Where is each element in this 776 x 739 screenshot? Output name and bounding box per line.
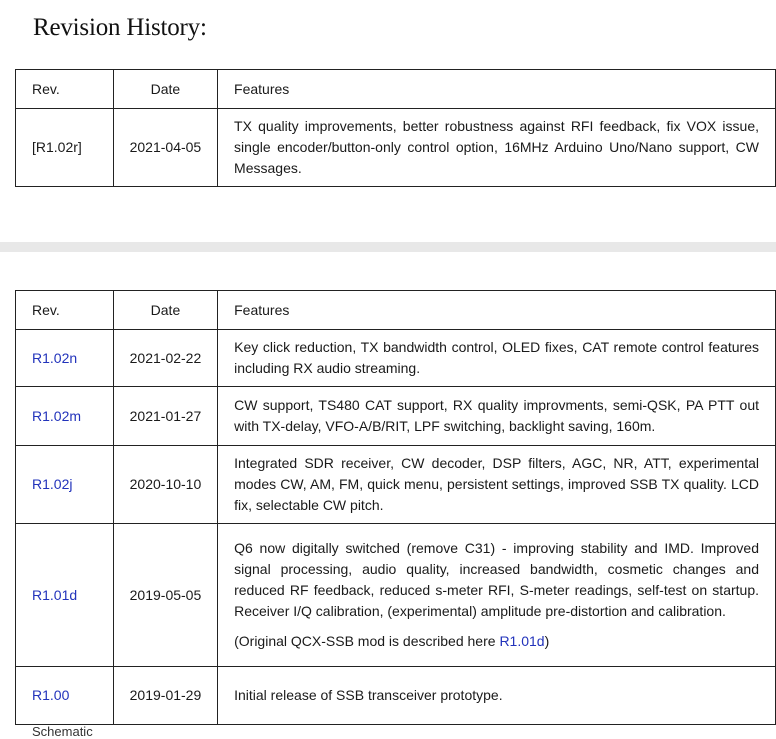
original-mod-link[interactable]: R1.01d	[499, 633, 545, 649]
features-cell: Key click reduction, TX bandwidth control, OLED fixes, CAT remote control features including RX audio streaming.	[218, 330, 776, 387]
features-cell: Integrated SDR receiver, CW decoder, DSP filters, AGC, NR, ATT, experimental modes CW, AM, FM, quick menu, persistent settings, improved SSB TX quality. LCD fix, selectable CW pitch.	[218, 446, 776, 524]
revision-table-current	[15, 69, 776, 187]
revision-link-r1-02n[interactable]: R1.02n	[32, 349, 78, 366]
header-rev: Rev.	[16, 70, 114, 109]
date-cell: 2021-02-22	[113, 330, 217, 387]
revision-link-r1-00[interactable]: R1.00	[32, 687, 70, 703]
original-mod-note	[234, 631, 759, 652]
date-cell: 2021-04-05	[113, 109, 217, 187]
table-row	[16, 667, 776, 725]
table-row	[16, 524, 776, 667]
table-row	[16, 330, 776, 387]
note-prefix: (Original QCX-SSB mod is described here	[234, 633, 500, 649]
page-divider	[0, 242, 776, 252]
features-text: Q6 now digitally switched (remove C31) - improving stability and IMD. Improved signal processing, audio quality, increased bandwidth, cosmetic changes and reduced RF feedback, reduced s-meter RFI, S-meter readings, self-test on startup. Receiver I/Q calibration, (experimental) amplitude pre-distortion and calibration.	[234, 540, 759, 619]
table-header-row	[16, 291, 776, 330]
page-title: Revision History:	[33, 14, 207, 41]
rev-cell: [R1.02r]	[16, 109, 114, 187]
table-row	[16, 446, 776, 524]
revision-link-r1-01d[interactable]: R1.01d	[32, 586, 78, 603]
table-row	[16, 109, 776, 187]
note-suffix: )	[544, 633, 550, 649]
header-date: Date	[113, 291, 217, 330]
table-row	[16, 387, 776, 446]
header-date: Date	[113, 70, 217, 109]
date-cell: 2019-01-29	[113, 667, 217, 725]
date-cell: 2020-10-10	[113, 446, 217, 524]
header-rev: Rev.	[16, 291, 114, 330]
features-cell: TX quality improvements, better robustness against RFI feedback, fix VOX issue, single encoder/button-only control option, 16MHz Arduino Uno/Nano support, CW Messages.	[218, 109, 776, 187]
table-header-row	[16, 70, 776, 109]
features-cell: CW support, TS480 CAT support, RX quality improvments, semi-QSK, PA PTT out with TX-delay, VFO-A/B/RIT, LPF switching, backlight saving, 160m.	[218, 387, 776, 446]
date-cell: 2021-01-27	[113, 387, 217, 446]
features-cell	[218, 524, 776, 667]
next-section-heading-fragment: Schematic	[32, 724, 93, 739]
header-features: Features	[218, 70, 776, 109]
date-cell: 2019-05-05	[113, 524, 217, 667]
header-features: Features	[218, 291, 776, 330]
features-cell: Initial release of SSB transceiver prototype.	[218, 667, 776, 725]
revision-table-history	[15, 290, 776, 725]
revision-link-r1-02j[interactable]: R1.02j	[32, 476, 73, 492]
revision-link-r1-02m[interactable]: R1.02m	[32, 407, 82, 424]
